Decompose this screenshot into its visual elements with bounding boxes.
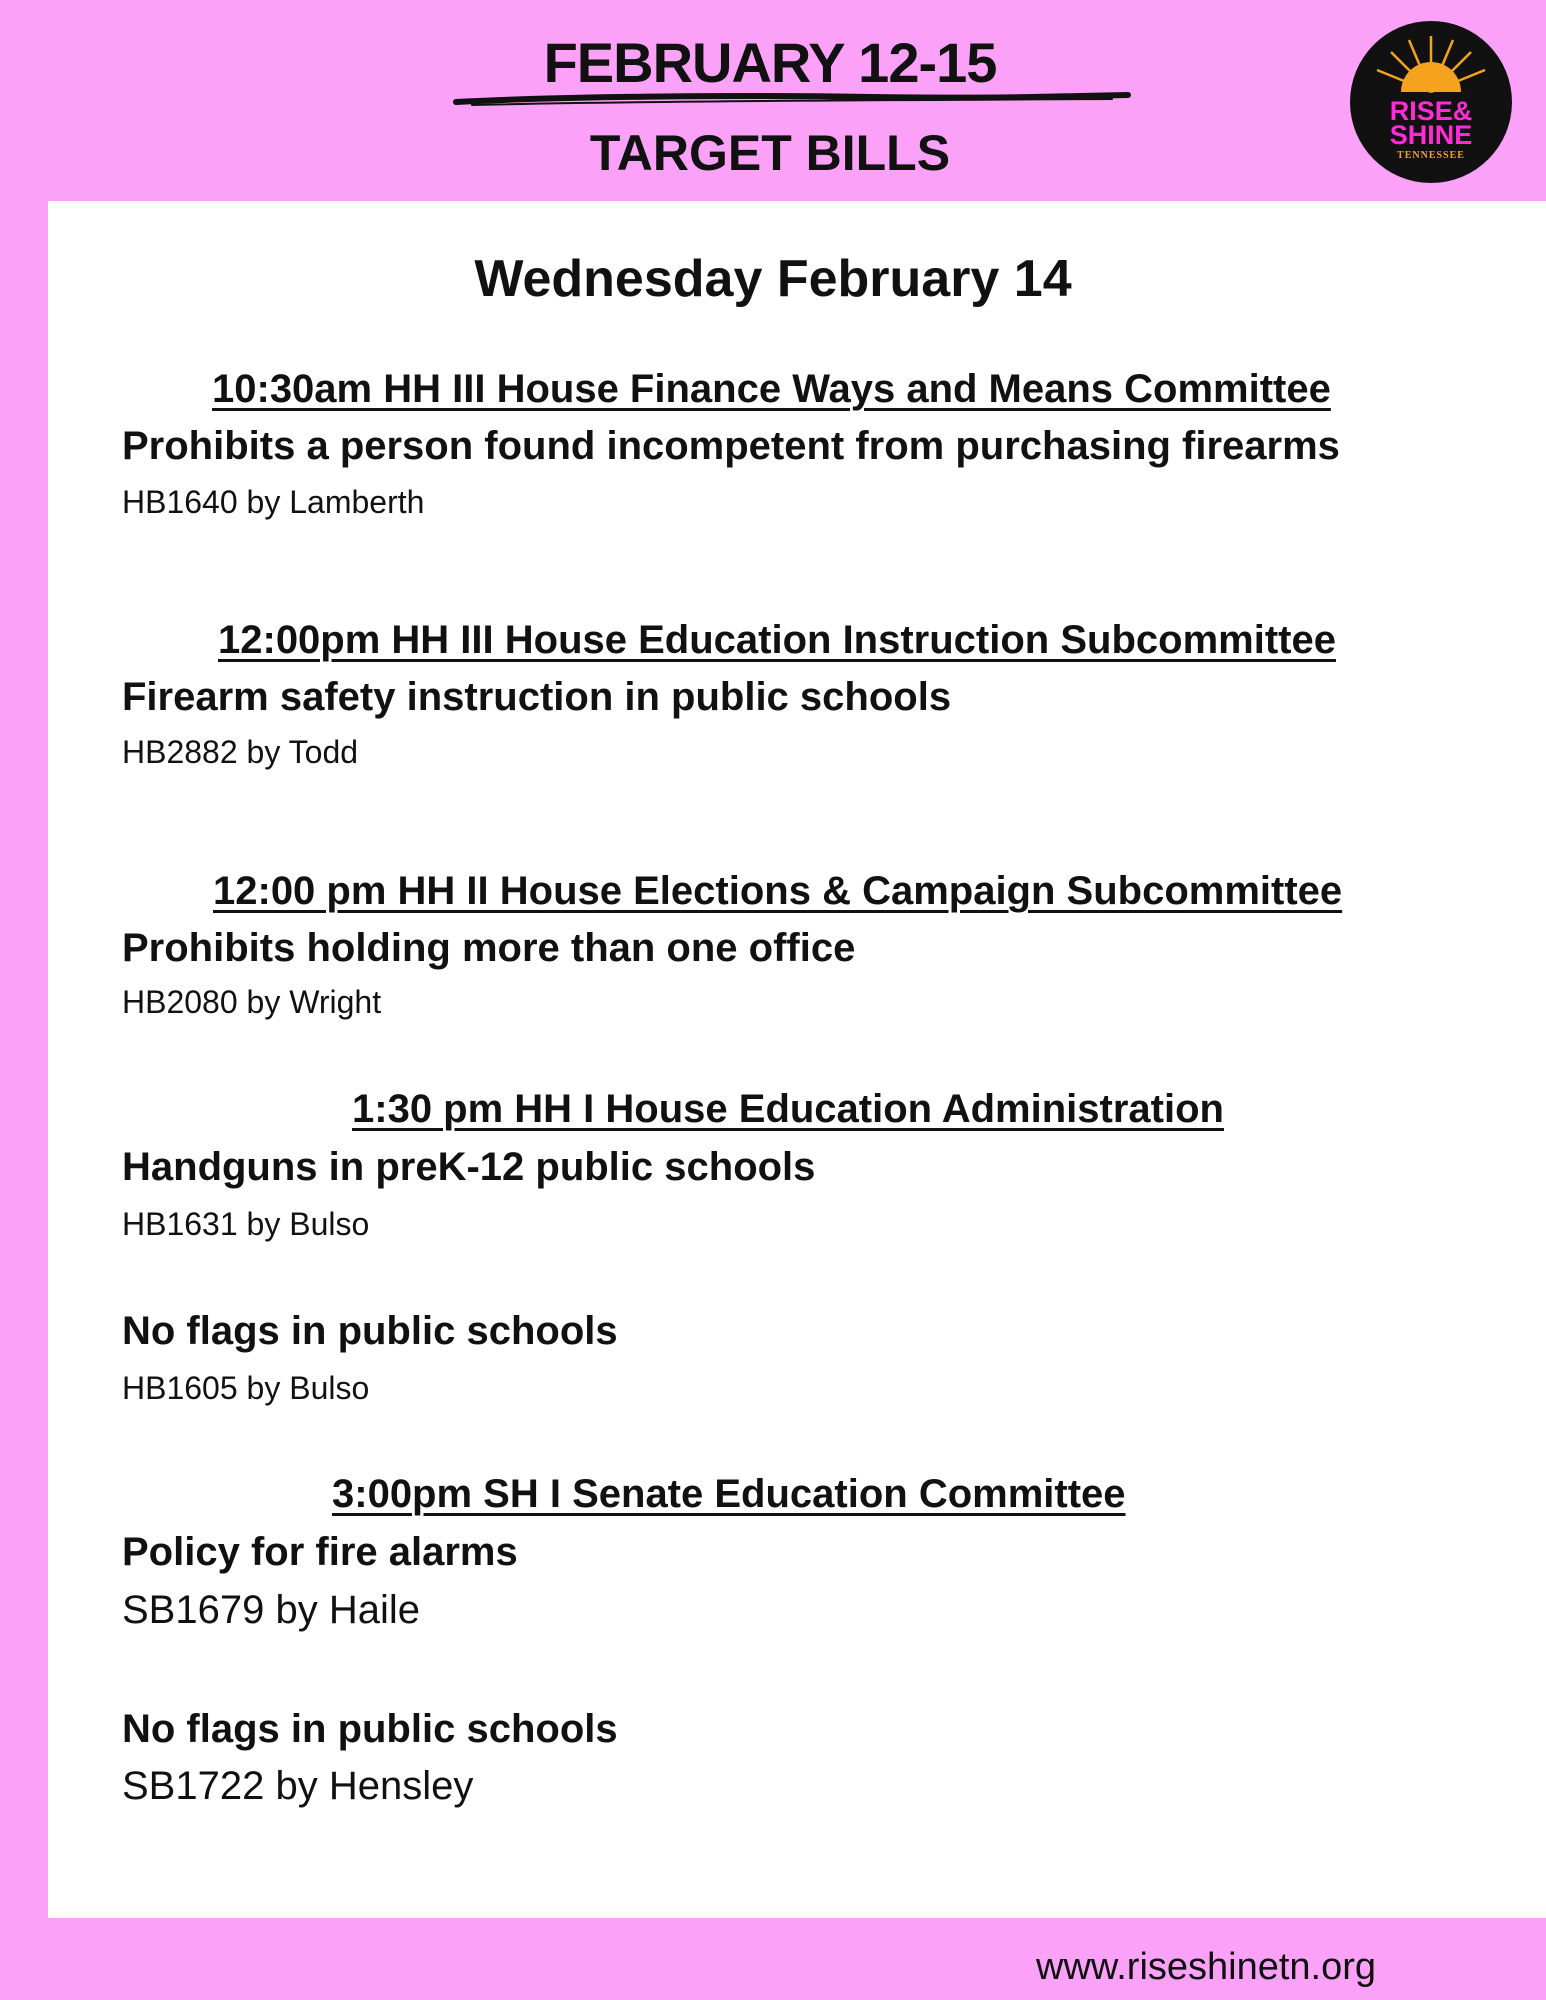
bill-description: Policy for fire alarms bbox=[122, 1530, 518, 1574]
bill-description: Prohibits holding more than one office bbox=[122, 926, 856, 970]
meeting-title: 12:00 pm HH II House Elections & Campaign Subcommittee bbox=[213, 869, 1343, 913]
bill-id: HB2882 by Todd bbox=[122, 734, 359, 770]
rise-and-shine-logo bbox=[1349, 20, 1513, 184]
bill-id: HB1631 by Bulso bbox=[122, 1206, 370, 1242]
meeting-title: 10:30am HH III House Finance Ways and Means Committee bbox=[212, 367, 1331, 411]
meeting-title: 3:00pm SH I Senate Education Committee bbox=[332, 1472, 1126, 1516]
day-heading: Wednesday February 14 bbox=[474, 250, 1072, 308]
header-brush-underline bbox=[452, 90, 1132, 110]
header-dates: FEBRUARY 12-15 bbox=[543, 31, 997, 94]
logo-line1: RISE& bbox=[1389, 96, 1473, 126]
bill-description: No flags in public schools bbox=[122, 1707, 618, 1751]
bill-description: Firearm safety instruction in public schools bbox=[122, 675, 952, 719]
bill-id: HB2080 by Wright bbox=[122, 984, 382, 1020]
bill-description: Handguns in preK-12 public schools bbox=[122, 1145, 816, 1189]
bill-id: HB1640 by Lamberth bbox=[122, 484, 425, 520]
bill-description: No flags in public schools bbox=[122, 1309, 618, 1353]
meeting-title: 12:00pm HH III House Education Instruction Subcommittee bbox=[218, 618, 1336, 662]
bill-id: SB1679 by Haile bbox=[122, 1588, 420, 1632]
website-link[interactable]: www.riseshinetn.org bbox=[1036, 1946, 1377, 1988]
meeting-title: 1:30 pm HH I House Education Administration bbox=[352, 1087, 1224, 1131]
logo-line2: SHINE bbox=[1389, 120, 1473, 150]
bill-id: HB1605 by Bulso bbox=[122, 1370, 370, 1406]
bill-id: SB1722 by Hensley bbox=[122, 1764, 474, 1808]
header-subtitle: TARGET BILLS bbox=[589, 125, 951, 181]
bill-description: Prohibits a person found incompetent from purchasing firearms bbox=[122, 424, 1340, 468]
logo-line3: TENNESSEE bbox=[1397, 150, 1465, 161]
